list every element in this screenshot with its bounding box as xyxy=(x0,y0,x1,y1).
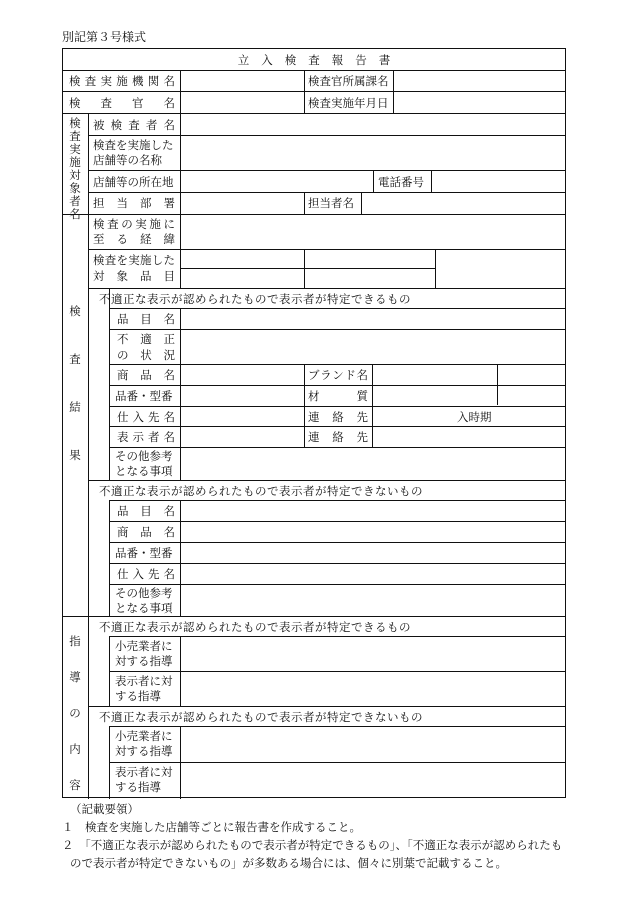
column-divider xyxy=(88,113,89,799)
unid-part-number-label: 品番・型番 xyxy=(115,546,173,560)
contact-label: 連 絡 先 xyxy=(308,410,368,424)
column-divider xyxy=(361,192,362,214)
labeler-guidance-label-line2: する指導 xyxy=(115,689,161,703)
unid-labeler-guidance-label-line1: 表示者に対 xyxy=(115,765,173,779)
row-divider xyxy=(109,406,565,407)
row-divider xyxy=(88,249,565,250)
row-divider xyxy=(63,113,565,114)
labeler-label: 表 示 者 名 xyxy=(117,430,175,444)
column-divider xyxy=(435,249,436,288)
column-divider xyxy=(372,364,373,447)
column-divider xyxy=(109,636,110,706)
row-divider xyxy=(109,447,565,448)
instruction-item: ２ 「不適正な表示が認められたもので表示者が特定できるもの」、「不適正な表示が認められたも xyxy=(62,838,563,852)
column-divider xyxy=(304,364,305,447)
labeler-contact-label: 連 絡 先 xyxy=(308,430,368,444)
row-divider xyxy=(88,288,565,289)
material-label: 材 質 xyxy=(308,389,368,403)
inspection-date-label: 検査実施年月日 xyxy=(308,96,389,110)
unid-supplier-label: 仕 入 先 名 xyxy=(117,567,175,581)
form-number-label: 別記第３号様式 xyxy=(62,30,147,44)
other-ref-label-line1: その他参考 xyxy=(115,449,173,463)
store-name-label-line2: 店舗等の名称 xyxy=(93,153,162,167)
inspector-label: 検 査 官 名 xyxy=(69,96,175,110)
row-divider xyxy=(109,726,565,727)
brand-name-label: ブ ラ ン ド 名 xyxy=(308,368,368,382)
row-divider xyxy=(180,268,435,269)
guidance-section-label: 指導の内容 xyxy=(69,634,81,792)
column-divider xyxy=(180,500,181,616)
column-divider xyxy=(109,726,110,799)
column-divider xyxy=(180,636,181,706)
person-in-charge-label: 担当者名 xyxy=(308,196,354,210)
inspectee-label: 被 検 査 者 名 xyxy=(93,118,175,132)
row-divider xyxy=(88,170,565,171)
instructions-heading: （記載要領） xyxy=(70,802,139,816)
improper-status-label-line1: 不 適 正 xyxy=(117,332,175,346)
unid-labeler-guidance-label-line2: する指導 xyxy=(115,780,161,794)
column-divider xyxy=(393,70,394,113)
instruction-item-continued: ので表示者が特定できないもの」が多数ある場合には、個々に別葉で記載すること。 xyxy=(70,856,507,870)
row-divider xyxy=(63,70,565,71)
row-divider xyxy=(88,706,565,707)
items-inspected-label-line2: 対 象 品 目 xyxy=(93,269,175,283)
background-label-line2: 至 る 経 緯 xyxy=(93,232,175,246)
unid-other-ref-label-line1: その他参考 xyxy=(115,586,173,600)
row-divider xyxy=(109,426,565,427)
column-divider xyxy=(109,308,110,480)
unid-other-ref-label-line2: となる事項 xyxy=(115,601,173,615)
labeler-guidance-label-line1: 表示者に対 xyxy=(115,674,173,688)
inspecting-agency-label: 検 査 実 施 機 関 名 xyxy=(69,74,175,88)
unid-product-name-label: 商 品 名 xyxy=(117,525,175,539)
row-divider xyxy=(63,91,565,92)
inspector-dept-label: 検査官所属課名 xyxy=(308,74,389,88)
target-section-label: 検査実施対象者名 xyxy=(69,116,81,221)
row-divider xyxy=(109,521,565,522)
store-address-label: 店舗等の所在地 xyxy=(93,175,174,189)
unid-retailer-guidance-label-line2: 対する指導 xyxy=(115,744,173,758)
row-divider xyxy=(109,500,565,501)
row-divider xyxy=(109,762,565,763)
background-label-line1: 検 査 の 実 施 に xyxy=(93,217,175,231)
row-divider xyxy=(109,542,565,543)
unidentifiable-header: 不適正な表示が認められたもので表示者が特定できないもの xyxy=(99,484,423,498)
row-divider xyxy=(63,616,565,617)
row-divider xyxy=(109,584,565,585)
column-divider xyxy=(180,70,181,214)
product-name-label: 商 品 名 xyxy=(117,368,175,382)
row-divider xyxy=(88,192,565,193)
identifiable-header: 不適正な表示が認められたもので表示者が特定できるもの xyxy=(99,292,411,306)
row-divider xyxy=(63,214,565,215)
column-divider xyxy=(180,726,181,799)
unid-retailer-guidance-label-line1: 小売業者に xyxy=(115,729,173,743)
column-divider xyxy=(304,70,305,113)
row-divider xyxy=(109,671,565,672)
column-divider xyxy=(497,364,498,405)
items-inspected-label-line1: 検 査 を 実 施 し た xyxy=(93,253,175,267)
supplier-label: 仕 入 先 名 xyxy=(117,410,175,424)
row-divider xyxy=(109,308,565,309)
retailer-guidance-label-line2: 対する指導 xyxy=(115,654,173,668)
other-ref-label-line2: となる事項 xyxy=(115,464,173,478)
column-divider xyxy=(304,249,305,288)
inspection-report-form xyxy=(62,48,566,798)
column-divider xyxy=(431,170,432,192)
retailer-guidance-label-line1: 小売業者に xyxy=(115,639,173,653)
instructions xyxy=(62,800,572,872)
row-divider xyxy=(109,636,565,637)
item-name-label: 品 目 名 xyxy=(117,312,175,326)
column-divider xyxy=(373,170,374,192)
row-divider xyxy=(109,563,565,564)
column-divider xyxy=(304,192,305,214)
unid-item-name-label: 品 目 名 xyxy=(117,504,175,518)
results-section-label: 検査結果 xyxy=(69,304,81,462)
report-title: 立入検査報告書 xyxy=(237,53,403,67)
unidentifiable-guidance-header: 不適正な表示が認められたもので表示者が特定できないもの xyxy=(99,710,423,724)
row-divider xyxy=(109,329,565,330)
phone-label: 電話番号 xyxy=(378,175,424,189)
dept-in-charge-label: 担 当 部 署 xyxy=(93,196,175,210)
improper-status-label-line2: の 状 況 xyxy=(117,348,175,362)
row-divider xyxy=(88,135,565,136)
row-divider xyxy=(88,480,565,481)
part-number-label: 品番・型番 xyxy=(115,389,173,403)
column-divider xyxy=(109,500,110,616)
instruction-item: １ 検査を実施した店舗等ごとに報告書を作成すること。 xyxy=(62,820,361,834)
store-name-label-line1: 検査を実施した xyxy=(93,138,174,152)
stock-date-label: 入時期 xyxy=(457,410,492,424)
column-divider xyxy=(180,214,181,288)
identifiable-guidance-header: 不適正な表示が認められたもので表示者が特定できるもの xyxy=(99,620,411,634)
column-divider xyxy=(180,308,181,480)
